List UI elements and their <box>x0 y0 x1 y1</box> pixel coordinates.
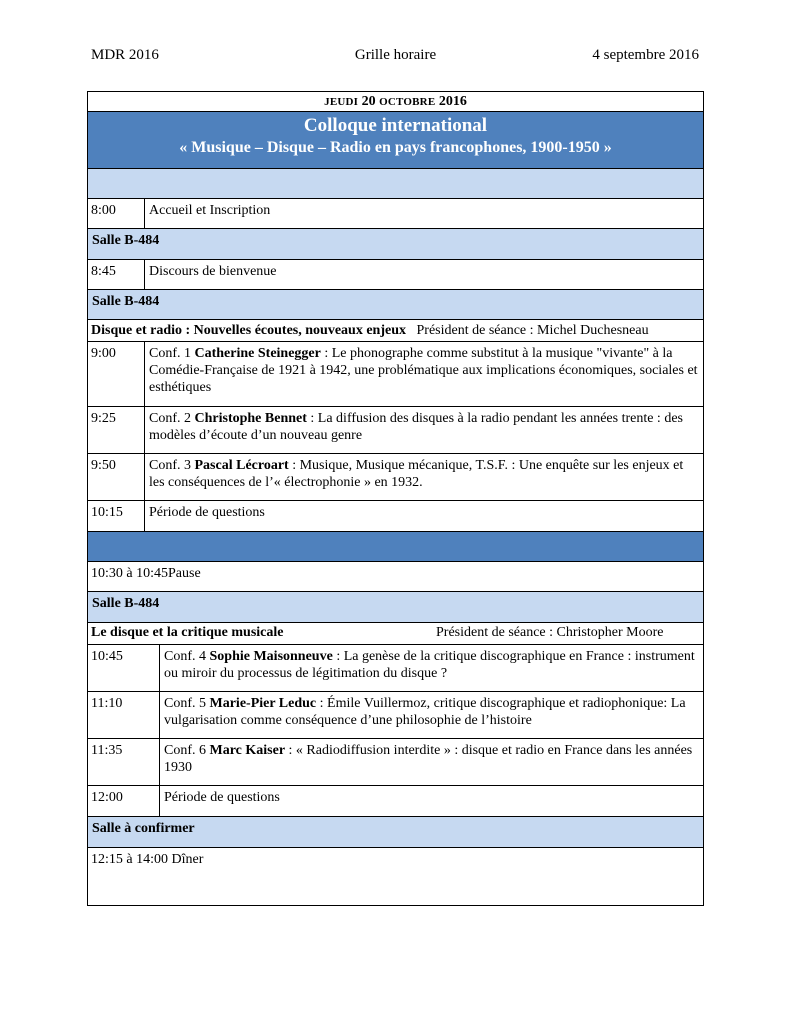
day-weekday: JEUDI <box>324 96 359 108</box>
room-row: Salle à confirmer <box>88 816 703 847</box>
lunch-time: 12:15 à 14:00 <box>91 852 168 867</box>
conf-speaker: Sophie Maisonneuve <box>209 649 333 664</box>
conf-prefix: Conf. 6 <box>164 743 210 758</box>
conf-prefix: Conf. 5 <box>164 696 210 711</box>
conf-prefix: Conf. 4 <box>164 649 210 664</box>
conference-text <box>145 407 703 453</box>
conference-text <box>160 645 703 691</box>
row-time: 9:25 <box>88 407 145 453</box>
schedule-table <box>87 91 704 906</box>
pause-row <box>88 561 703 591</box>
title-line1: Colloque international <box>303 115 488 136</box>
day-month: OCTOBRE <box>379 96 436 108</box>
row-time: 8:45 <box>88 260 145 289</box>
conference-row <box>88 406 703 453</box>
schedule-row <box>88 500 703 531</box>
conf-title: : « Radiodiffusion interdite » : disque et radio en France dans les années 1930 <box>164 743 693 775</box>
conference-row <box>88 644 703 691</box>
conference-text <box>160 739 703 785</box>
session-title: Disque et radio : Nouvelles écoutes, nouveaux enjeux <box>91 323 406 338</box>
conference-row <box>88 453 703 500</box>
room-row: Salle B-484 <box>88 591 703 622</box>
session-president: Président de séance : Michel Duchesneau <box>416 323 649 338</box>
title-line2: « Musique – Disque – Radio en pays francophones, 1900-1950 » <box>179 139 612 156</box>
row-text: Accueil et Inscription <box>149 203 271 218</box>
row-text: Discours de bienvenue <box>149 264 277 279</box>
lunch-row <box>88 847 703 905</box>
spacer-row-dark <box>88 531 703 561</box>
conf-title: : Musique, Musique mécanique, T.S.F. : Une enquête sur les enjeux et les conséquences de l’« électrophonie » en 1932. <box>149 458 684 490</box>
pause-label: Pause <box>168 566 201 581</box>
conf-title: : La genèse de la critique discographique en France : instrument ou miroir du processus de légitimation du disque ? <box>164 649 695 681</box>
room-row: Salle B-484 <box>88 228 703 259</box>
row-time: 10:45 <box>88 645 160 691</box>
day-date-num: 20 <box>361 94 376 109</box>
room-row: Salle B-484 <box>88 289 703 319</box>
conf-speaker: Marc Kaiser <box>209 743 286 758</box>
conference-row <box>88 738 703 785</box>
pause-time: 10:30 à 10:45 <box>91 566 168 581</box>
conf-speaker: Pascal Lécroart <box>194 458 289 473</box>
conf-prefix: Conf. 3 <box>149 458 195 473</box>
spacer-row <box>88 168 703 198</box>
schedule-row <box>88 785 703 816</box>
conf-title: : Le phonographe comme substitut à la musique "vivante" à la Comédie-Française de 1921 à 1942, une problématique aux implications économiques, sociales et esthétiques <box>149 346 698 395</box>
schedule-row <box>88 259 703 289</box>
title-row <box>88 111 703 168</box>
session-row <box>88 622 703 644</box>
row-text: Période de questions <box>164 790 280 805</box>
session-title: Le disque et la critique musicale <box>91 625 284 640</box>
session-row <box>88 319 703 341</box>
conference-row <box>88 341 703 406</box>
day-row <box>88 92 703 111</box>
conf-title: : Émile Vuillermoz, critique discographique et radiophonique: La vulgarisation comme conséquence d’une philosophie de l’histoire <box>164 696 686 728</box>
day-year: 2016 <box>438 94 467 109</box>
conf-speaker: Marie-Pier Leduc <box>209 696 317 711</box>
row-time: 11:35 <box>88 739 160 785</box>
schedule-row <box>88 198 703 228</box>
conf-prefix: Conf. 2 <box>149 411 195 426</box>
row-time: 11:10 <box>88 692 160 738</box>
row-time: 9:00 <box>88 342 145 406</box>
header-center: Grille horaire <box>354 47 437 63</box>
header-right: 4 septembre 2016 <box>592 47 699 63</box>
lunch-label: Dîner <box>168 852 204 867</box>
row-time: 8:00 <box>88 199 145 228</box>
conf-speaker: Catherine Steinegger <box>194 346 321 361</box>
conference-text <box>160 692 703 738</box>
conf-title: : La diffusion des disques à la radio pendant les années trente : des modèles d’écoute d’un nouveau genre <box>149 411 683 443</box>
conf-speaker: Christophe Bennet <box>194 411 307 426</box>
row-time: 12:00 <box>88 786 160 816</box>
session-president: Président de séance : Christopher Moore <box>436 625 664 640</box>
conference-text <box>145 454 703 500</box>
header-left: MDR 2016 <box>91 47 159 63</box>
conference-text <box>145 342 703 406</box>
conference-row <box>88 691 703 738</box>
row-text: Période de questions <box>149 505 265 520</box>
row-time: 9:50 <box>88 454 145 500</box>
row-time: 10:15 <box>88 501 145 531</box>
conf-prefix: Conf. 1 <box>149 346 195 361</box>
